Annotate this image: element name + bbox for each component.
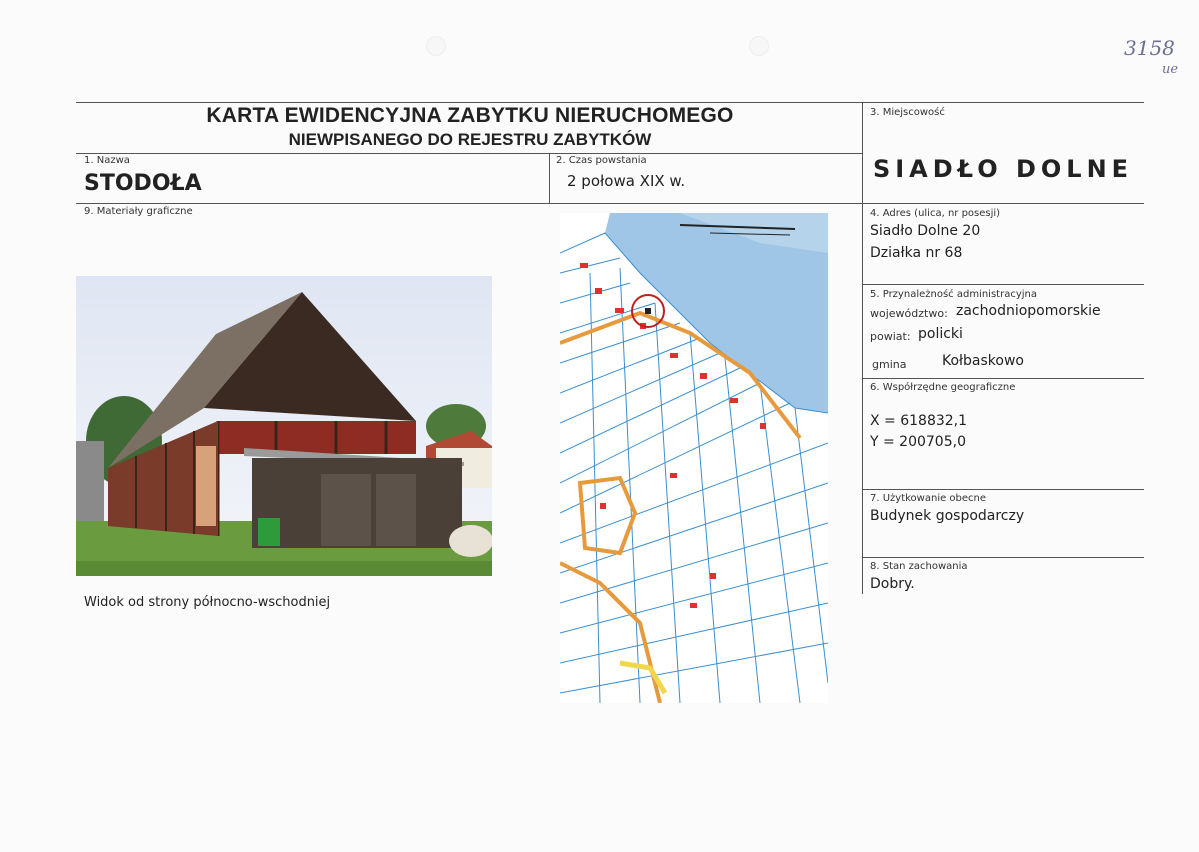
powiat-label: powiat: — [870, 330, 911, 343]
przynaleznosc-label: 5. Przynależność administracyjna — [870, 289, 1037, 300]
card-subtitle: NIEWPISANEGO DO REJESTRU ZABYTKÓW — [288, 130, 652, 149]
name-date-divider — [549, 153, 550, 204]
punch-hole-right — [749, 36, 769, 56]
top-rule — [76, 102, 1144, 103]
cadastral-map — [560, 213, 828, 703]
barn-photo — [76, 276, 492, 576]
uzytkowanie-value: Budynek gospodarczy — [870, 508, 1025, 524]
stan-value: Dobry. — [870, 576, 915, 592]
coord-y: Y = 200705,0 — [870, 434, 966, 450]
uzytkowanie-label: 7. Użytkowanie obecne — [870, 493, 987, 504]
stan-label: 8. Stan zachowania — [870, 561, 968, 572]
adres-label: 4. Adres (ulica, nr posesji) — [870, 208, 1001, 219]
wojewodztwo-value: zachodniopomorskie — [956, 303, 1101, 319]
use-divider — [862, 557, 1144, 558]
gmina-label: gmina — [872, 358, 907, 371]
punch-hole-left — [426, 36, 446, 56]
adres-line2: Działka nr 68 — [870, 245, 963, 261]
czas-label: 2. Czas powstania — [556, 155, 647, 166]
wojewodztwo-label: województwo: — [870, 307, 948, 320]
coord-x: X = 618832,1 — [870, 413, 968, 429]
admin-divider — [862, 378, 1144, 379]
materialy-label: 9. Materiały graficzne — [84, 206, 193, 217]
photo-caption: Widok od strony północno-wschodniej — [84, 595, 331, 610]
handwritten-number: 3158 — [1124, 36, 1175, 60]
name-row-divider — [76, 203, 1144, 204]
czas-value: 2 połowa XIX w. — [567, 172, 686, 190]
gmina-value: Kołbaskowo — [942, 353, 1024, 369]
miejscowosc-value: SIADŁO DOLNE — [872, 155, 1134, 183]
addr-divider — [862, 284, 1144, 285]
adres-line1: Siadło Dolne 20 — [870, 223, 981, 239]
header-divider — [76, 153, 862, 154]
miejscowosc-label: 3. Miejscowość — [870, 107, 945, 118]
nazwa-label: 1. Nazwa — [84, 155, 130, 166]
handwritten-initials: ue — [1162, 62, 1179, 77]
card-title: KARTA EWIDENCYJNA ZABYTKU NIERUCHOMEGO — [206, 104, 734, 127]
nazwa-value: STODOŁA — [84, 171, 202, 196]
powiat-value: policki — [918, 326, 963, 342]
coords-divider — [862, 489, 1144, 490]
wspolrzedne-label: 6. Współrzędne geograficzne — [870, 382, 1016, 393]
